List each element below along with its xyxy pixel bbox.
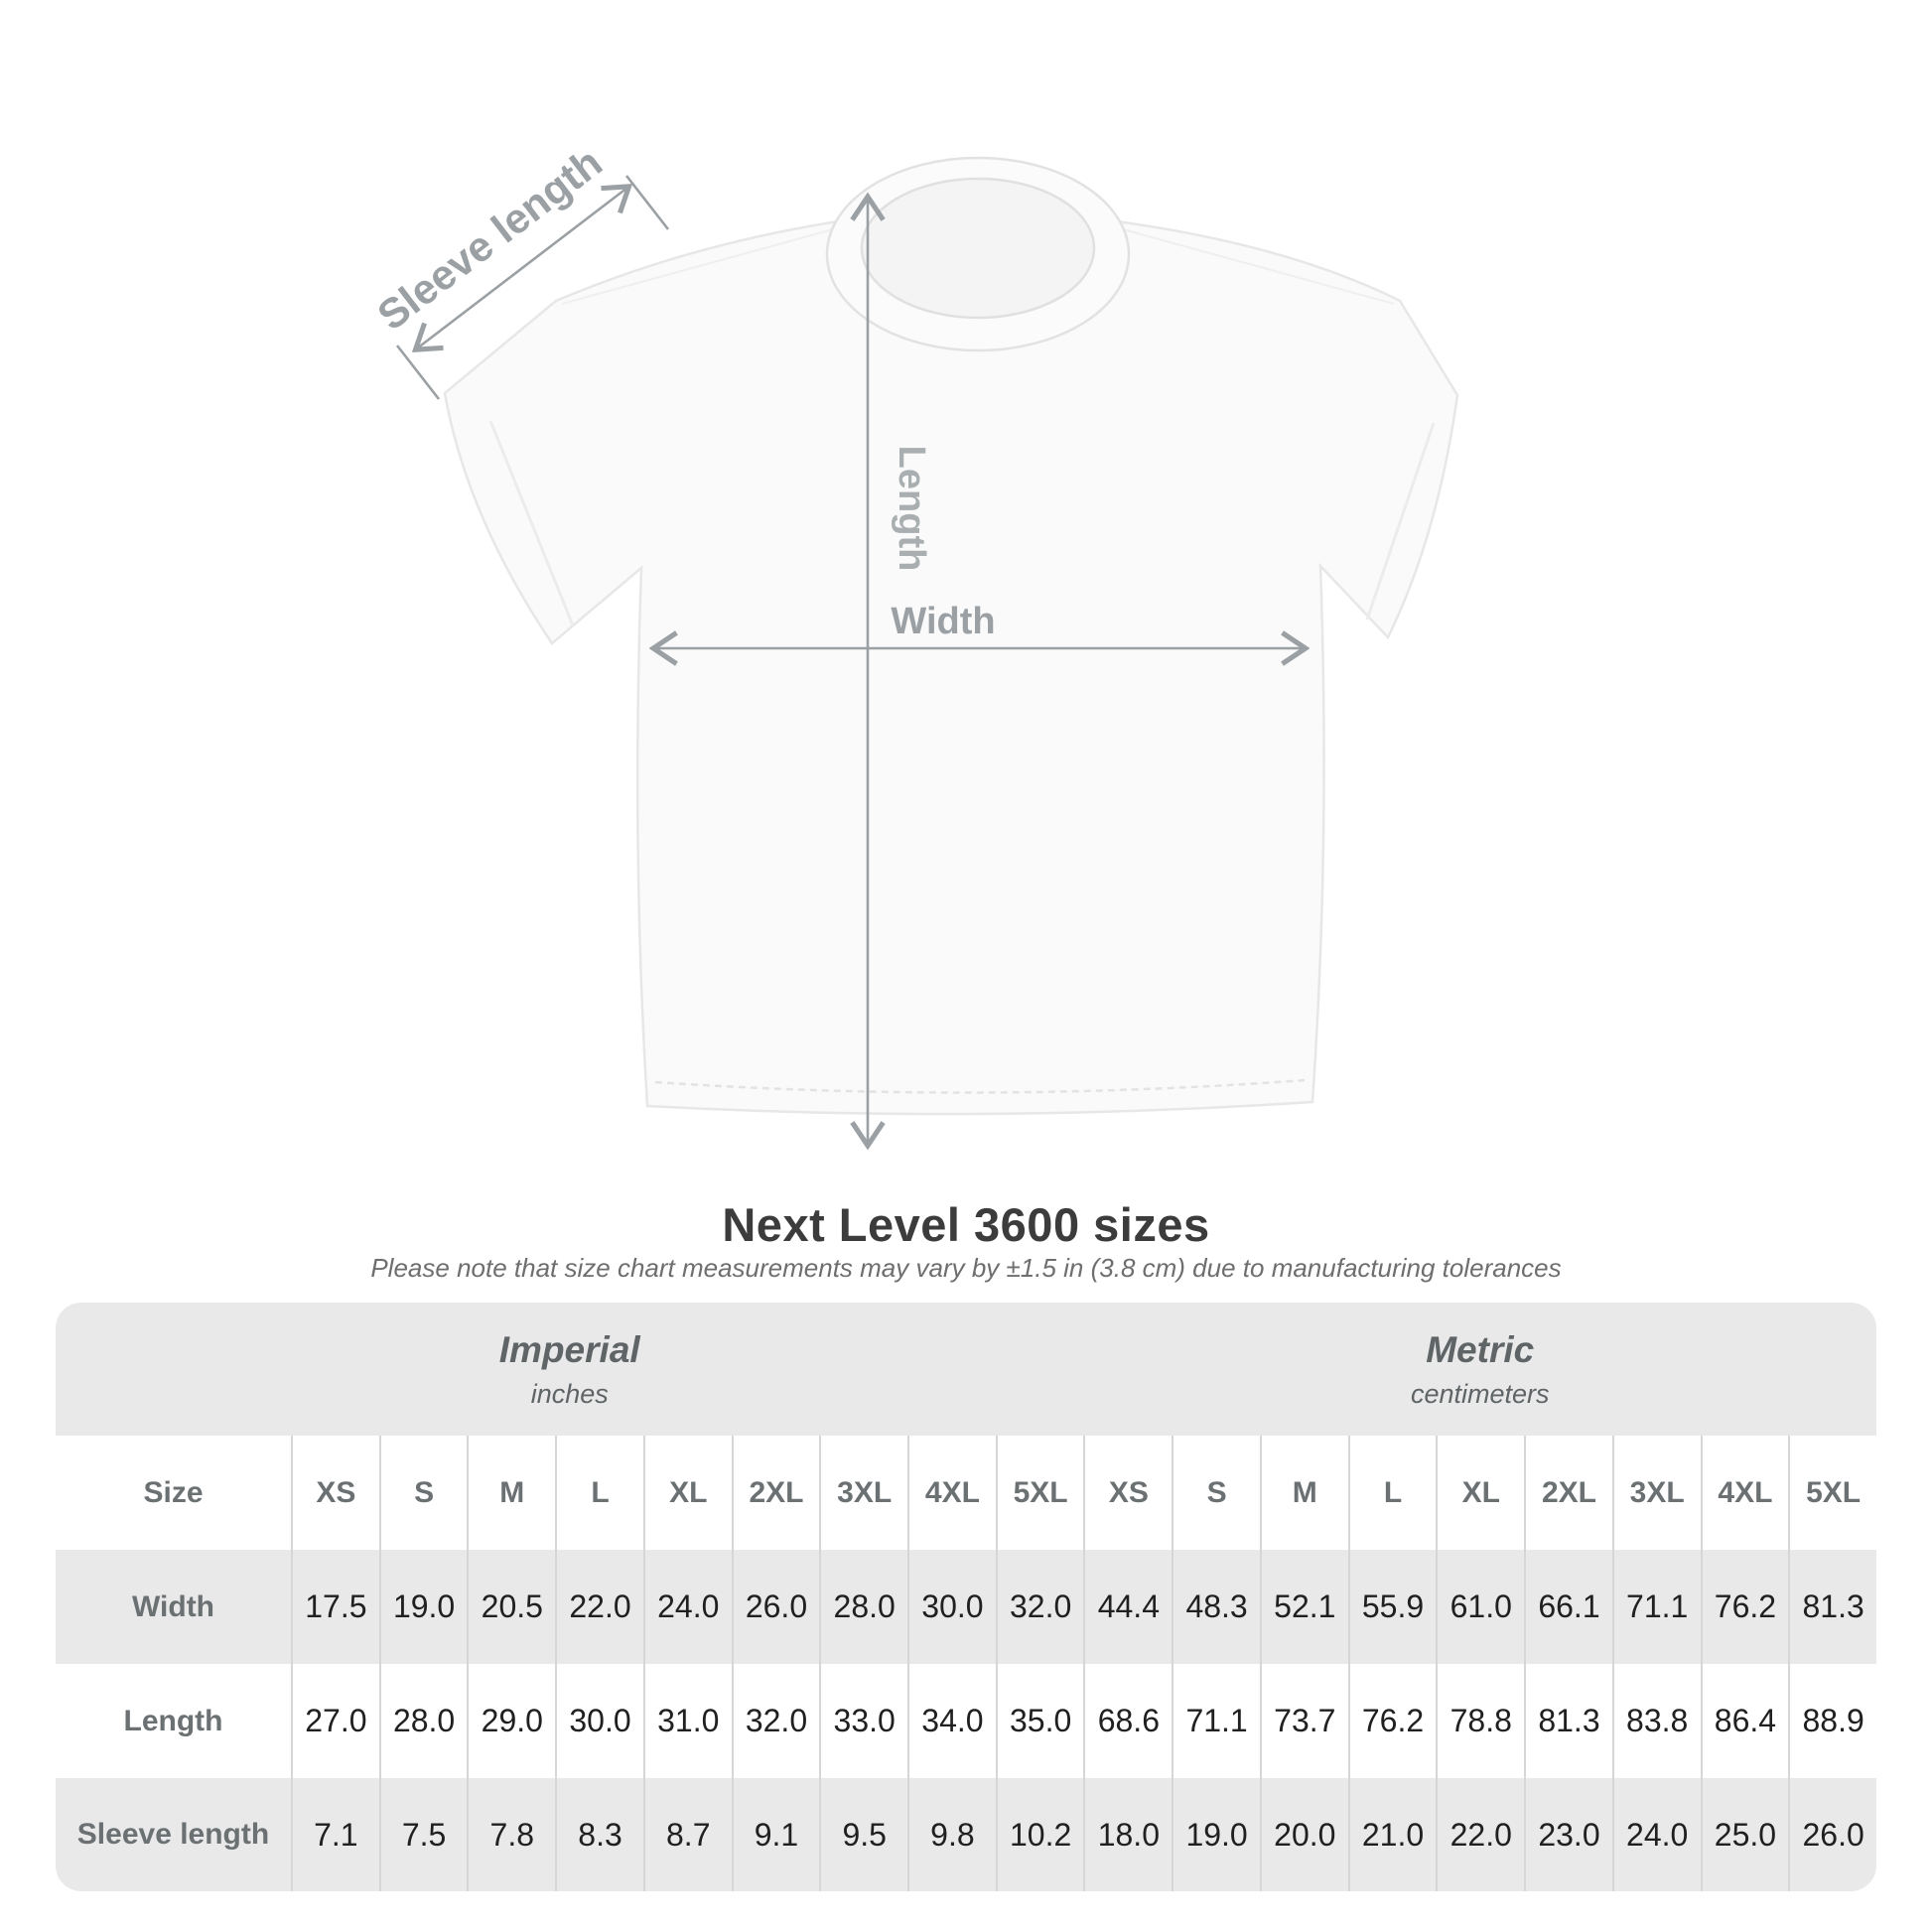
measurement-value-imperial: 17.5 [291, 1550, 379, 1664]
measurement-value-metric: 25.0 [1701, 1778, 1789, 1891]
measurement-value-metric: 81.3 [1524, 1664, 1612, 1778]
measurement-row-label: Length [56, 1664, 291, 1778]
measurement-value-imperial: 7.5 [379, 1778, 468, 1891]
metric-label: Metric [1426, 1328, 1535, 1370]
size-col-header-metric: M [1260, 1436, 1348, 1550]
measurement-value-metric: 76.2 [1348, 1664, 1437, 1778]
measurement-value-imperial: 30.0 [907, 1550, 996, 1664]
measurement-value-metric: 26.0 [1788, 1778, 1876, 1891]
measurement-value-imperial: 26.0 [732, 1550, 820, 1664]
size-col-header-metric: 4XL [1701, 1436, 1789, 1550]
measurement-value-imperial: 9.1 [732, 1778, 820, 1891]
size-col-header-imperial: 4XL [907, 1436, 996, 1550]
measurement-value-imperial: 34.0 [907, 1664, 996, 1778]
measurement-value-metric: 48.3 [1172, 1550, 1260, 1664]
measurement-value-imperial: 8.3 [555, 1778, 643, 1891]
measurement-value-imperial: 8.7 [643, 1778, 732, 1891]
metric-header [1083, 1303, 1876, 1436]
measurement-value-metric: 86.4 [1701, 1664, 1789, 1778]
size-col-header-imperial: L [555, 1436, 643, 1550]
measurement-value-imperial: 31.0 [643, 1664, 732, 1778]
size-col-header-metric: S [1172, 1436, 1260, 1550]
size-col-header-imperial: M [467, 1436, 555, 1550]
size-col-header-metric: 2XL [1524, 1436, 1612, 1550]
measurement-value-metric: 18.0 [1083, 1778, 1172, 1891]
size-col-header-metric: L [1348, 1436, 1437, 1550]
tolerance-note: Please note that size chart measurements may vary by ±1.5 in (3.8 cm) due to manufacturing tolerances [370, 1253, 1562, 1283]
imperial-label: Imperial [498, 1328, 640, 1370]
measurement-value-metric: 81.3 [1788, 1550, 1876, 1664]
imperial-unit: inches [530, 1378, 609, 1409]
measurement-value-metric: 23.0 [1524, 1778, 1612, 1891]
measurement-value-imperial: 24.0 [643, 1550, 732, 1664]
page-title: Next Level 3600 sizes [722, 1198, 1210, 1251]
measurement-value-imperial: 28.0 [379, 1664, 468, 1778]
measurement-value-imperial: 27.0 [291, 1664, 379, 1778]
size-col-header-imperial: 2XL [732, 1436, 820, 1550]
measurement-value-imperial: 9.8 [907, 1778, 996, 1891]
measurement-value-metric: 68.6 [1083, 1664, 1172, 1778]
metric-unit: centimeters [1410, 1378, 1550, 1409]
width-label: Width [891, 601, 996, 642]
measurement-value-imperial: 29.0 [467, 1664, 555, 1778]
size-col-header-metric: XL [1436, 1436, 1524, 1550]
measurement-value-metric: 83.8 [1612, 1664, 1701, 1778]
measurement-value-metric: 22.0 [1436, 1778, 1524, 1891]
measurement-value-metric: 20.0 [1260, 1778, 1348, 1891]
sleeve-length-label: Sleeve length [368, 138, 611, 340]
measurement-row-label: Width [56, 1550, 291, 1664]
size-table [56, 1303, 1876, 1891]
measurement-value-imperial: 20.5 [467, 1550, 555, 1664]
measurement-value-metric: 21.0 [1348, 1778, 1437, 1891]
sleeve-arrow-tick-top [626, 176, 668, 229]
measurement-value-metric: 88.9 [1788, 1664, 1876, 1778]
size-col-header-imperial: XL [643, 1436, 732, 1550]
length-label: Length [891, 445, 932, 572]
measurement-row-label: Sleeve length [56, 1778, 291, 1891]
measurement-value-metric: 78.8 [1436, 1664, 1524, 1778]
measurement-value-metric: 55.9 [1348, 1550, 1437, 1664]
measurement-value-metric: 76.2 [1701, 1550, 1789, 1664]
imperial-header [56, 1303, 1083, 1436]
size-col-header-metric: 5XL [1788, 1436, 1876, 1550]
measurement-value-metric: 66.1 [1524, 1550, 1612, 1664]
measurement-value-imperial: 7.1 [291, 1778, 379, 1891]
measurement-value-imperial: 32.0 [996, 1550, 1084, 1664]
measurement-value-metric: 71.1 [1612, 1550, 1701, 1664]
measurement-value-metric: 24.0 [1612, 1778, 1701, 1891]
size-col-header-imperial: XS [291, 1436, 379, 1550]
sleeve-arrow-tick-bottom [397, 345, 439, 399]
size-col-header-metric: XS [1083, 1436, 1172, 1550]
size-col-header-metric: 3XL [1612, 1436, 1701, 1550]
measurement-value-imperial: 28.0 [819, 1550, 907, 1664]
size-col-header-imperial: S [379, 1436, 468, 1550]
measurement-value-imperial: 35.0 [996, 1664, 1084, 1778]
measurement-value-imperial: 19.0 [379, 1550, 468, 1664]
measurement-value-imperial: 9.5 [819, 1778, 907, 1891]
measurement-value-imperial: 30.0 [555, 1664, 643, 1778]
measurement-value-imperial: 10.2 [996, 1778, 1084, 1891]
measurement-value-imperial: 7.8 [467, 1778, 555, 1891]
measurement-value-imperial: 33.0 [819, 1664, 907, 1778]
size-col-header-imperial: 3XL [819, 1436, 907, 1550]
measurement-value-imperial: 22.0 [555, 1550, 643, 1664]
measurement-value-metric: 52.1 [1260, 1550, 1348, 1664]
measurement-value-metric: 44.4 [1083, 1550, 1172, 1664]
measurement-value-imperial: 32.0 [732, 1664, 820, 1778]
size-row-label: Size [56, 1436, 291, 1550]
measurement-value-metric: 71.1 [1172, 1664, 1260, 1778]
size-col-header-imperial: 5XL [996, 1436, 1084, 1550]
measurement-value-metric: 73.7 [1260, 1664, 1348, 1778]
measurement-value-metric: 19.0 [1172, 1778, 1260, 1891]
measurement-value-metric: 61.0 [1436, 1550, 1524, 1664]
